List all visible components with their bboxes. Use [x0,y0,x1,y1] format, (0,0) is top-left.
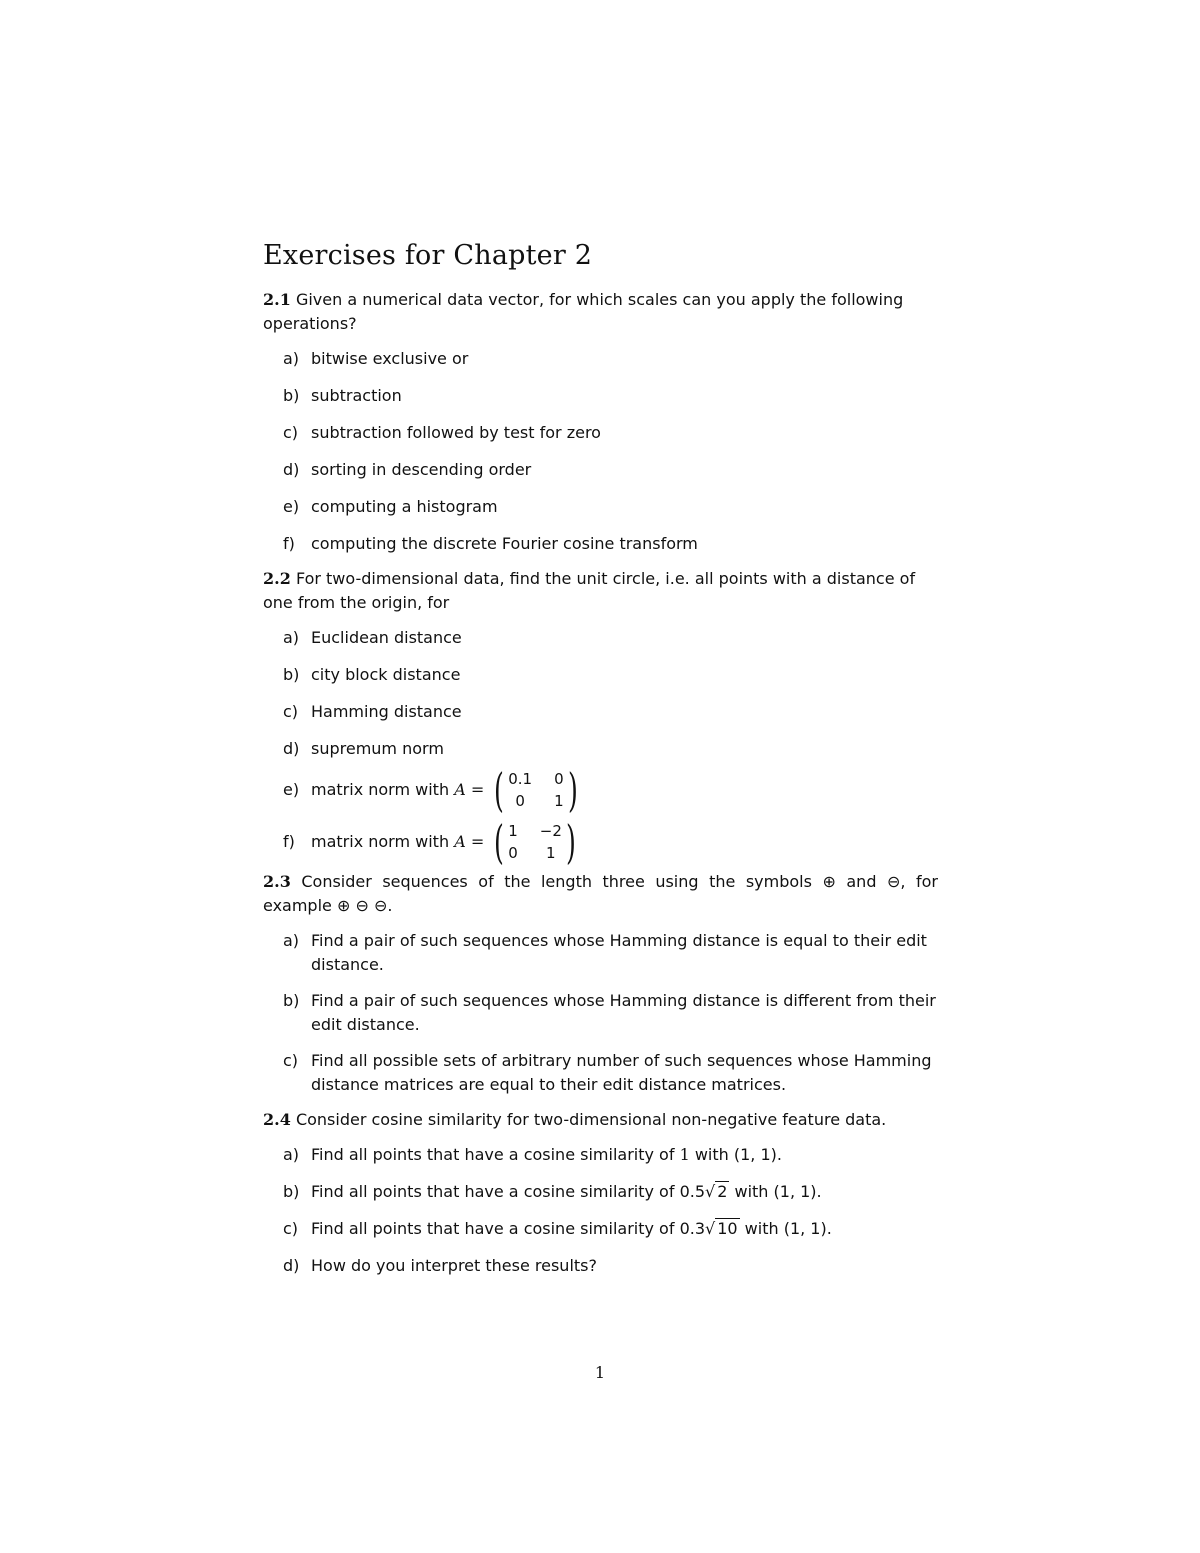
list-item [263,663,938,687]
item-text: Find all possible sets of arbitrary number of such sequences whose Hamming distance matrices are equal to their edit distance matrices. [311,1051,932,1094]
equals-sign: = [470,832,485,851]
list-item [263,421,938,445]
similarity-coefficient: 0.3 [679,1219,706,1238]
chapter-title: Exercises for Chapter 2 [263,240,593,271]
exercise-text: Consider cosine similarity for two-dimensional non-negative feature data. [295,1110,887,1129]
sqrt-radicand: 10 [717,1219,738,1238]
exercise-text: Consider sequences of the length three using the symbols ⊕ and ⊖, for example ⊕ ⊖ ⊖. [263,872,938,915]
item-label: f) [283,832,295,851]
exercise-text: Given a numerical data vector, for which scales can you apply the following operations? [263,290,904,333]
matrix-cell: 0 [515,792,525,810]
list-item [263,384,938,408]
equals-sign: = [470,780,485,799]
list-item [263,1254,938,1278]
list-item [263,495,938,519]
similarity-value: 1 [679,1145,690,1164]
item-label: b) [283,1182,300,1201]
matrix-cell: 0 [508,844,518,862]
exercise-number: 2.2 [263,569,291,588]
item-text-tail: with (1, 1). [694,1145,782,1164]
exercise-number: 2.4 [263,1110,291,1129]
item-label: e) [283,497,300,516]
item-label: d) [283,460,300,479]
item-text: Find a pair of such sequences whose Hamming distance is equal to their edit distance. [311,931,927,974]
exercise-2-2 [263,567,938,615]
item-label: e) [283,780,300,799]
matrix-cell: 0.1 [508,770,533,788]
item-label: b) [283,991,300,1010]
list-item [263,700,938,724]
left-paren: ( [494,815,505,869]
list-item [263,1143,938,1167]
list-item [263,1217,938,1241]
item-text: matrix norm with [311,780,450,799]
matrix-variable: A [454,780,466,799]
item-text: subtraction [311,386,402,405]
item-text-tail: with (1, 1). [734,1182,822,1201]
exercise-text: For two-dimensional data, find the unit circle, i.e. all points with a distance of one from the origin, for [263,569,916,612]
item-label: b) [283,386,300,405]
similarity-coefficient: 0.5 [679,1182,706,1201]
exercise-2-3 [263,870,938,918]
item-text: city block distance [311,665,461,684]
sqrt-sign: √ [705,1182,716,1201]
list-item [263,1180,938,1204]
matrix-cell: 1 [546,844,556,862]
item-text: Find all points that have a cosine similarity of [311,1145,675,1164]
list-item [263,532,938,556]
exercise-2-4-items [263,1143,938,1278]
sqrt-sign: √ [705,1219,716,1238]
exercise-2-1 [263,288,938,336]
item-label: c) [283,702,299,721]
item-text: Euclidean distance [311,628,462,647]
item-label: a) [283,628,300,647]
sqrt-radicand: 2 [717,1182,728,1201]
item-label: a) [283,1145,300,1164]
item-text: computing the discrete Fourier cosine transform [311,534,698,553]
item-text: Find all points that have a cosine similarity of [311,1182,675,1201]
item-text: supremum norm [311,739,444,758]
matrix-grid [508,768,563,812]
matrix-grid [508,820,562,864]
list-item [263,737,938,761]
item-label: d) [283,1256,300,1275]
matrix-cell: 1 [508,822,518,840]
item-label: f) [283,534,295,553]
item-label: a) [283,349,300,368]
exercise-2-4 [263,1108,938,1132]
list-item-matrix [263,817,938,867]
item-label: c) [283,1051,299,1070]
exercise-2-1-items [263,347,938,556]
item-text: matrix norm with [311,832,450,851]
exercise-2-2-items [263,626,938,867]
page-number: 1 [594,1363,606,1382]
list-item [263,626,938,650]
item-text: sorting in descending order [311,460,532,479]
item-text: computing a histogram [311,497,498,516]
exercise-number: 2.1 [263,290,291,309]
list-item [263,1049,938,1097]
matrix-cell: 0 [554,770,564,788]
list-item-matrix [263,765,938,815]
right-paren: ) [565,815,576,869]
matrix [490,817,580,867]
item-text: How do you interpret these results? [311,1256,597,1275]
item-label: c) [283,423,299,442]
matrix-cell: 1 [554,792,564,810]
item-text: bitwise exclusive or [311,349,469,368]
item-text: Find all points that have a cosine similarity of [311,1219,675,1238]
item-label: a) [283,931,300,950]
list-item [263,347,938,371]
item-label: c) [283,1219,299,1238]
item-label: b) [283,665,300,684]
matrix [490,765,581,815]
list-item [263,989,938,1037]
item-text-tail: with (1, 1). [744,1219,832,1238]
item-text: subtraction followed by test for zero [311,423,601,442]
left-paren: ( [494,763,505,817]
matrix-variable: A [454,832,466,851]
item-label: d) [283,739,300,758]
exercise-2-3-items [263,929,938,1097]
item-text: Find a pair of such sequences whose Hamming distance is different from their edit distance. [311,991,936,1034]
exercise-number: 2.3 [263,872,291,891]
matrix-cell: −2 [539,822,562,840]
list-item [263,458,938,482]
document-page [263,236,938,1278]
item-text: Hamming distance [311,702,462,721]
right-paren: ) [567,763,578,817]
list-item [263,929,938,977]
